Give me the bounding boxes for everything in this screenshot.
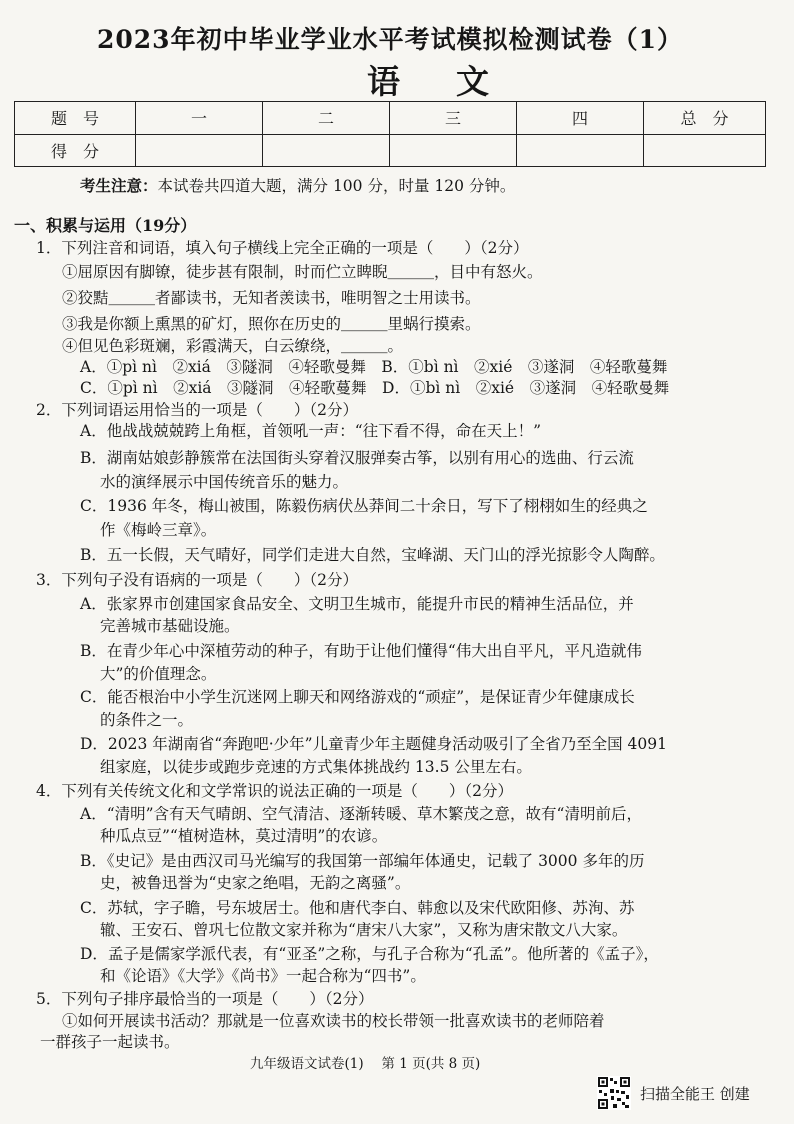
q2-option-b-line1: B．湖南姑娘彭静簇常在法国街头穿着汉服弹奏古筝，以别有用心的选曲、行云流 (80, 449, 634, 467)
notice-label: 考生注意： (80, 176, 158, 195)
score-header-part3: 三 (390, 102, 517, 135)
q3-option-a-line2: 完善城市基础设施。 (100, 617, 240, 635)
q4-option-b-line1: B．《史记》是由西汉司马光编写的我国第一部编年体通史，记载了 3000 多年的历 (80, 852, 645, 870)
q5-sentence-1-line2: 一群孩子一起读书。 (40, 1033, 180, 1051)
q4-option-b-line2: 史，被鲁迅誉为“史家之绝唱，无韵之离骚”。 (100, 874, 411, 892)
subject-title: 语文 (367, 62, 545, 101)
q1-sentence-2: ②狡黠＿＿＿者鄙读书，无知者羡读书，唯明智之士用读书。 (62, 289, 481, 307)
q2-option-a: A．他战战兢兢跨上角框，首领吼一声：“往下看不得，命在天上！” (80, 422, 542, 440)
score-table-score-row (15, 134, 766, 167)
q3-stem: 3．下列句子没有语病的一项是（ ）（2分） (36, 571, 358, 589)
score-table (14, 101, 766, 167)
q3-option-a-line1: A．张家界市创建国家食品安全、文明卫生城市，能提升市民的精神生活品位，并 (80, 595, 634, 613)
q4-option-a-line2: 种瓜点豆”“植树造林，莫过清明”的农谚。 (100, 827, 388, 845)
score-header-label: 题 号 (15, 102, 136, 135)
q4-option-c-line2: 辙、王安石、曾巩七位散文家并称为“唐宋八大家”，又称为唐宋散文八大家。 (100, 921, 628, 939)
score-row-label: 得 分 (15, 134, 136, 167)
q3-option-c-line2: 的条件之一。 (100, 711, 194, 729)
q4-option-d-line2: 和《论语》《大学》《尚书》一起合称为“四书”。 (100, 967, 426, 985)
q1-sentence-3: ③我是你额上熏黑的矿灯，照你在历史的＿＿＿里蜗行摸索。 (62, 315, 481, 333)
q1-options-cd: C．①pì nì ②xiá ③隧洞 ④轻歌蔓舞 D．①bì nì ②xié ③遂洞 ④轻歌曼舞 (80, 379, 670, 397)
q3-option-b-line2: 大”的价值理念。 (100, 665, 217, 683)
q4-option-a-line1: A．“清明”含有天气晴朗、空气清洁、逐渐转暖、草木繁茂之意，故有“清明前后， (80, 805, 642, 823)
candidate-notice (80, 174, 515, 196)
q1-stem: 1．下列注音和词语，填入句子横线上完全正确的一项是（ ）（2分） (36, 239, 529, 257)
q2-option-d: B．五一长假，天气晴好，同学们走进大自然，宝峰湖、天门山的浮光掠影令人陶醉。 (80, 546, 665, 564)
q3-option-d-line1: D．2023 年湖南省“奔跑吧·少年”儿童青少年主题健身活动吸引了全省乃至全国 4091 (80, 735, 667, 753)
q3-option-c-line1: C．能否根治中小学生沉迷网上聊天和网络游戏的“顽症”，是保证青少年健康成长 (80, 688, 635, 706)
q3-option-d-line2: 组家庭，以徒步或跑步竞速的方式集体挑战约 13.5 公里左右。 (100, 758, 532, 776)
score-header-part2: 二 (263, 102, 390, 135)
score-cell-part1 (136, 134, 263, 167)
score-cell-total (644, 134, 766, 167)
q2-option-c-line2: 作《梅岭三章》。 (100, 521, 217, 539)
q2-option-c-line1: C．1936 年冬，梅山被围，陈毅伤病伏丛莽间二十余日，写下了栩栩如生的经典之 (80, 497, 648, 515)
q4-option-d-line1: D．孟子是儒家学派代表，有“亚圣”之称，与孔子合称为“孔孟”。他所著的《孟子》， (80, 945, 659, 963)
q2-option-b-line2: 水的演绎展示中国传统音乐的魅力。 (100, 473, 349, 491)
qr-code-icon (597, 1076, 631, 1110)
score-table-header-row (15, 102, 766, 135)
q4-stem: 4．下列有关传统文化和文学常识的说法正确的一项是（ ）（2分） (36, 782, 513, 800)
q1-options-ab: A．①pì nì ②xiá ③隧洞 ④轻歌曼舞 B．①bì nì ②xié ③遂洞 ④轻歌蔓舞 (80, 358, 668, 376)
exam-title: 2023年初中毕业学业水平考试模拟检测试卷（1） (97, 25, 683, 54)
q1-sentence-1: ①屈原因有脚镣，徒步甚有限制，时而伫立睥睨＿＿＿，目中有怒火。 (62, 263, 543, 281)
score-header-part4: 四 (517, 102, 644, 135)
q2-stem: 2．下列词语运用恰当的一项是（ ）（2分） (36, 401, 358, 419)
score-header-total: 总 分 (644, 102, 766, 135)
notice-text: 本试卷共四道大题，满分 100 分，时量 120 分钟。 (157, 177, 516, 195)
score-cell-part2 (263, 134, 390, 167)
q5-stem: 5．下列句子排序最恰当的一项是（ ）（2分） (36, 990, 374, 1008)
score-header-part1: 一 (136, 102, 263, 135)
page-footer: 九年级语文试卷(1) 第 1 页(共 8 页) (250, 1056, 481, 1072)
q3-option-b-line1: B．在青少年心中深植劳动的种子，有助于让他们懂得“伟大出自平凡，平凡造就伟 (80, 642, 642, 660)
q5-sentence-1-line1: ①如何开展读书活动？那就是一位喜欢读书的校长带领一批喜欢读书的老师陪着 (62, 1012, 605, 1030)
section-title: 一、积累与运用（19分） (14, 216, 197, 235)
scanner-watermark: 扫描全能王 创建 (640, 1085, 750, 1103)
q4-option-c-line1: C．苏轼，字子瞻，号东坡居士。他和唐代李白、韩愈以及宋代欧阳修、苏洵、苏 (80, 899, 635, 917)
q1-sentence-4: ④但见色彩斑斓，彩霞满天，白云缭绕，＿＿＿。 (62, 337, 404, 355)
score-cell-part4 (517, 134, 644, 167)
score-cell-part3 (390, 134, 517, 167)
